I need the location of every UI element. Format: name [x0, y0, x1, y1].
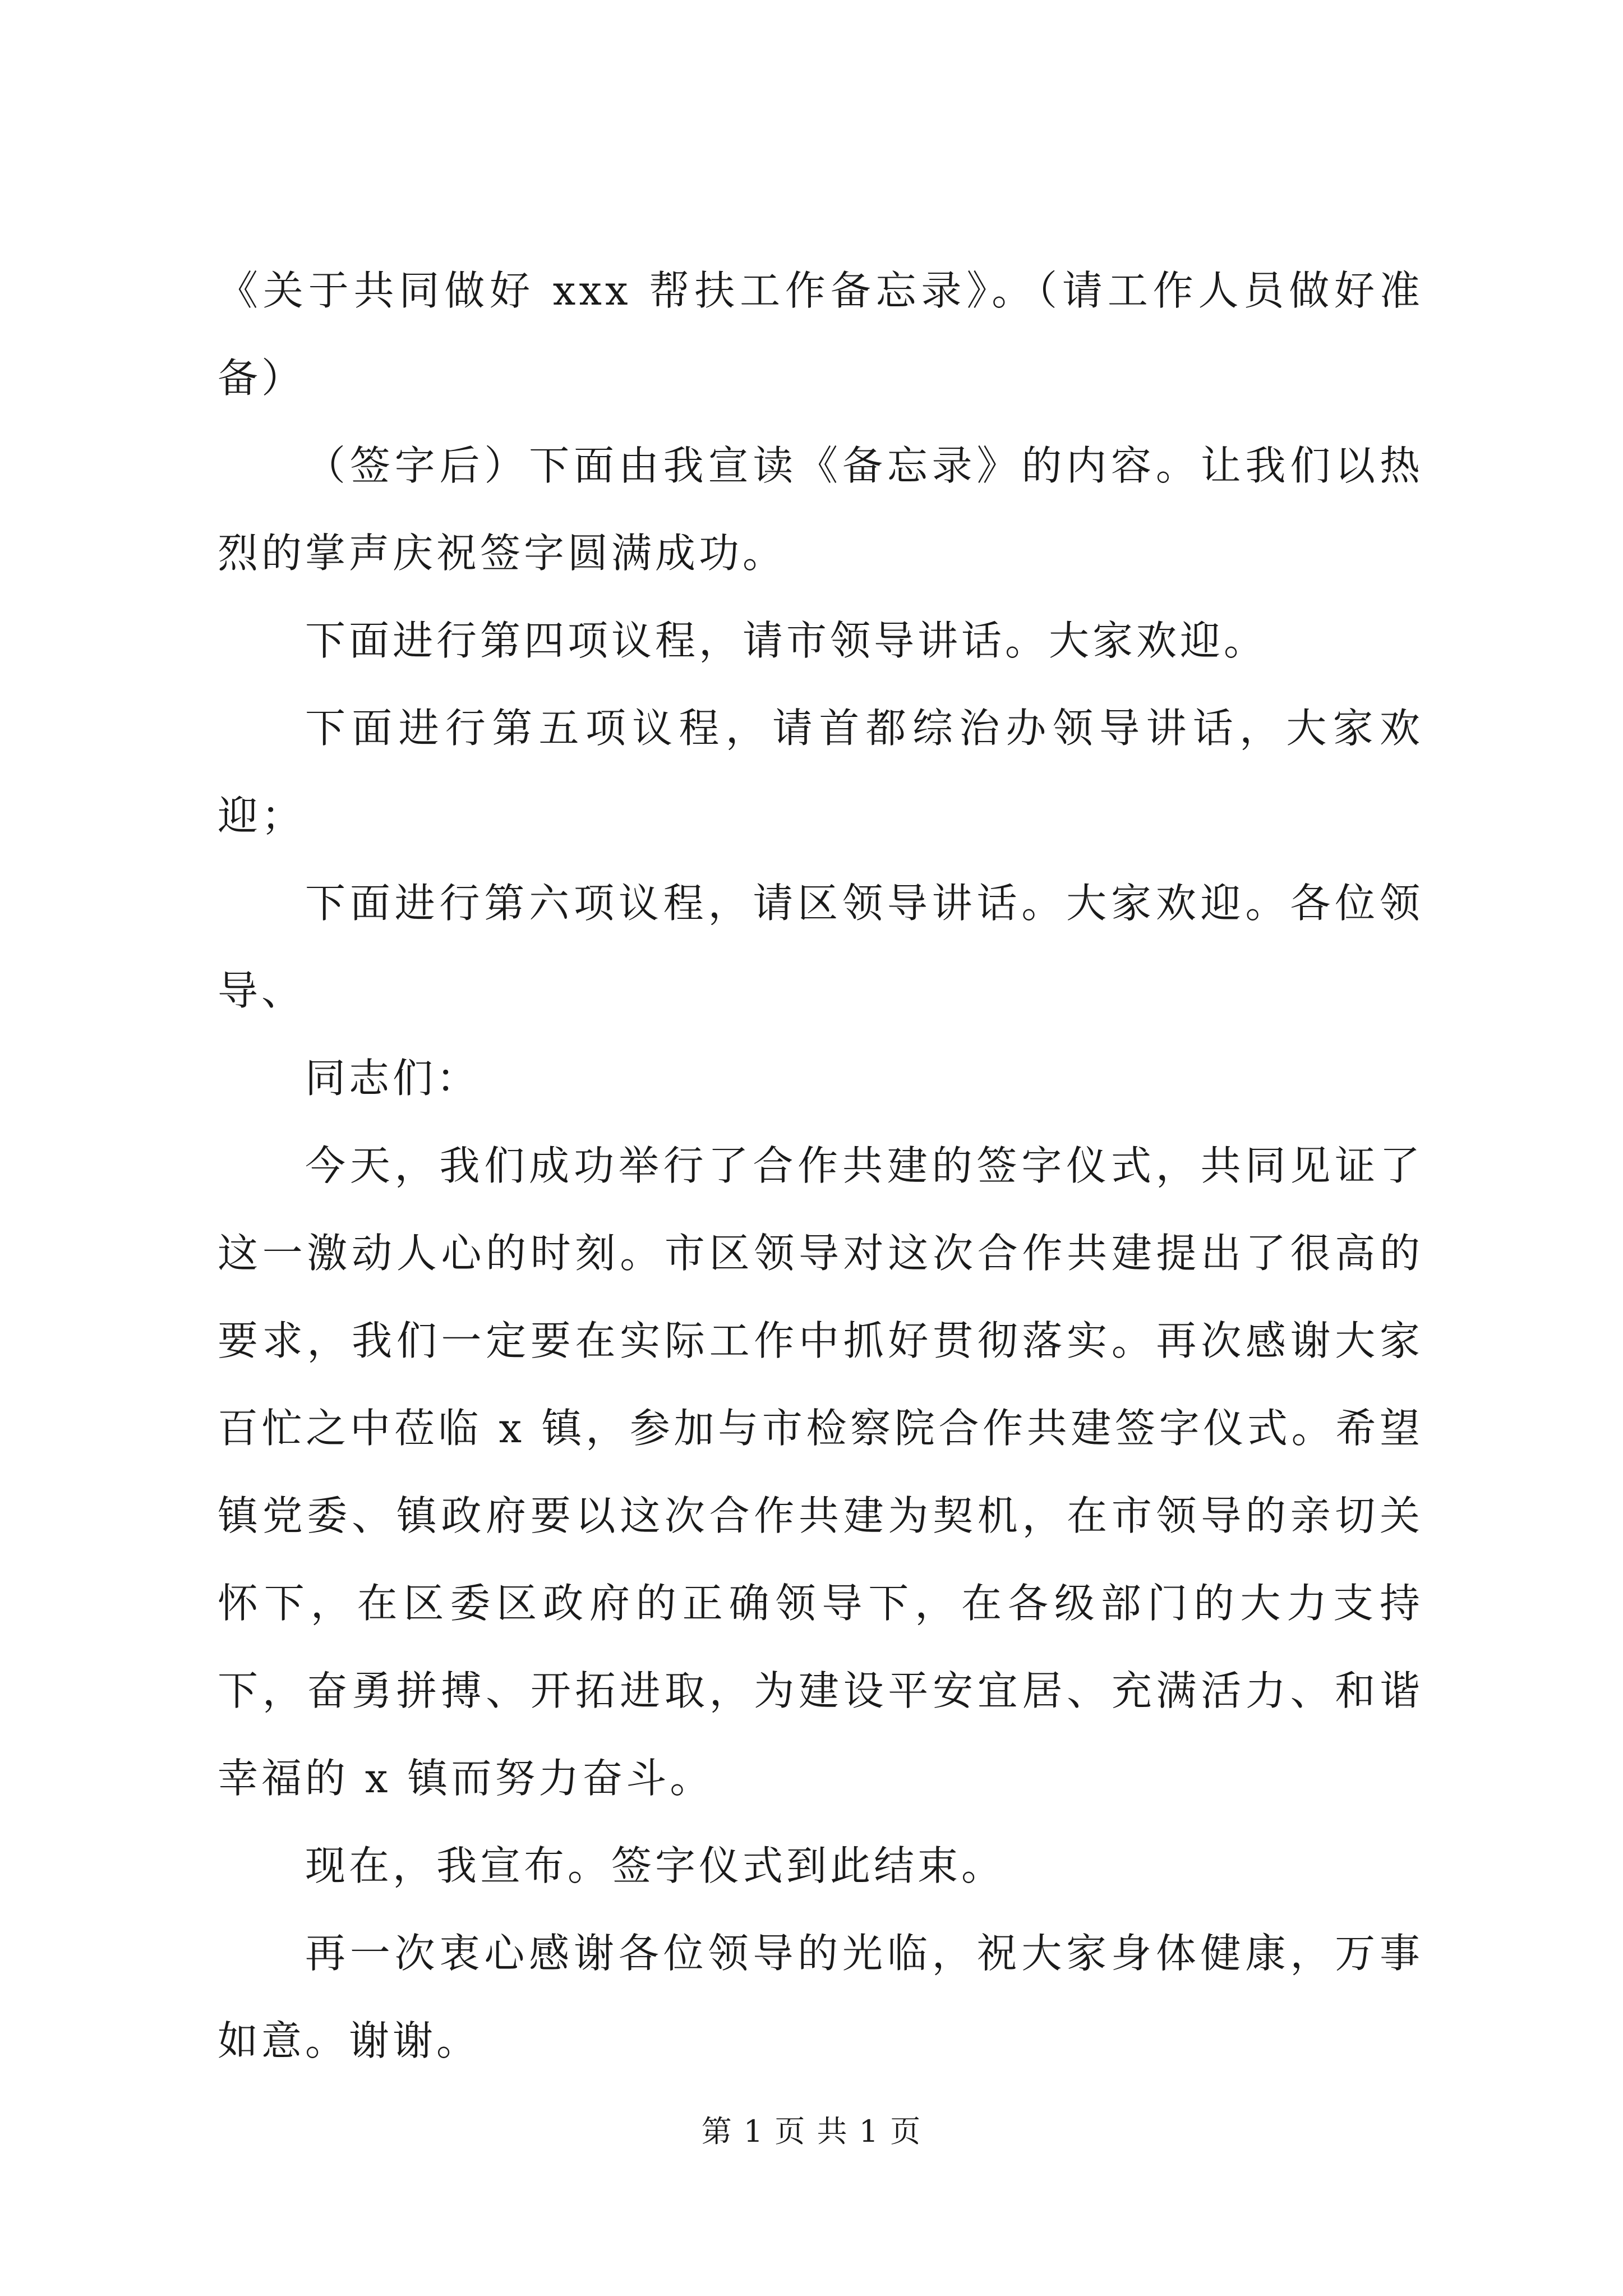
paragraph-salutation: 同志们： [305, 1055, 481, 1102]
paragraph-memo-title: 《关于共同做好 xxx 帮扶工作备忘录》。（请工作人员做好准备） [218, 267, 1423, 402]
paragraph-closing-announcement: 现在，我宣布。签字仪式到此结束。 [305, 1842, 1006, 1889]
paragraph-agenda-five: 下面进行第五项议程，请首都综治办领导讲话，大家欢迎； [218, 705, 1423, 839]
paragraph-main-speech: 今天，我们成功举行了合作共建的签字仪式，共同见证了这一激动人心的时刻。市区领导对这次合作共建提出了很高的要求，我们一定要在实际工作中抓好贯彻落实。再次感谢大家百忙之中莅临 x 镇，参加与市检察院合作共建签字仪式。希望镇党委、镇政府要以这次合作共建为契机，在市领导的亲切关怀下，在区委区政府的正确领导下，在各级部门的大力支持下，奋勇拼搏、开拓进取，为建设平安宜居、充满活力、和谐幸福的 x 镇而努力奋斗。 [218, 1142, 1423, 1802]
page-number-footer: 第 1 页 共 1 页 [701, 2114, 922, 2149]
paragraph-thanks: 再一次衷心感谢各位领导的光临，祝大家身体健康，万事如意。谢谢。 [218, 1930, 1423, 2064]
document-body [218, 247, 1423, 2085]
paragraph-signing: （签字后）下面由我宣读《备忘录》的内容。让我们以热烈的掌声庆祝签字圆满成功。 [218, 442, 1423, 577]
paragraph-agenda-six: 下面进行第六项议程，请区领导讲话。大家欢迎。各位领导、 [218, 880, 1423, 1014]
paragraph-agenda-four: 下面进行第四项议程，请市领导讲话。大家欢迎。 [305, 617, 1268, 664]
